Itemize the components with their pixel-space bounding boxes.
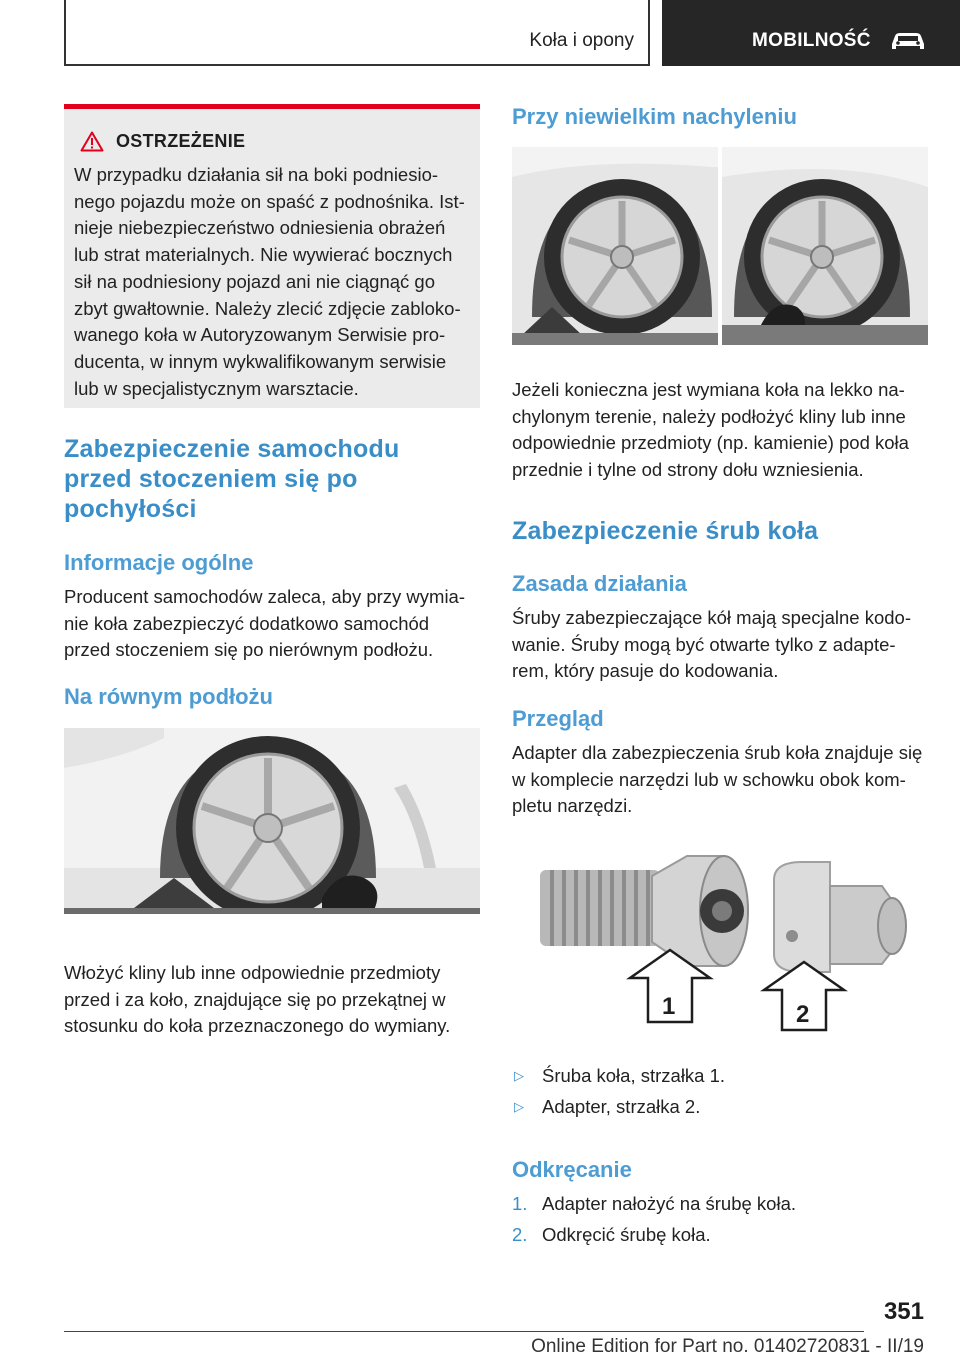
paragraph-line: Adapter dla zabezpieczenia śrub koła znajduje się <box>512 742 923 763</box>
subsection-principle: Zasada działania <box>512 571 687 596</box>
parts-list <box>512 1060 928 1122</box>
page-number: 351 <box>883 1298 924 1325</box>
paragraph-line: przed stoczeniem się po nierównym podłożu. <box>64 639 434 661</box>
paragraph-line: Śruby zabezpieczające kół mają specjalne kodo- <box>512 607 911 628</box>
page-header <box>0 0 960 66</box>
step-number: 2. <box>512 1223 528 1245</box>
warning-line: wanego koła w Autoryzowanym Serwisie pro- <box>74 324 446 346</box>
bolt-illustration <box>540 856 748 966</box>
general-paragraph <box>64 584 480 664</box>
slope-wheels-image <box>512 147 928 345</box>
warning-line: zbyt gwałtownie. Należy zlecić zdjęcie zabloko- <box>74 297 461 319</box>
subsection-slope: Przy niewielkim nachyleniu <box>512 104 797 129</box>
paragraph-line: Jeżeli konieczna jest wymiana koła na lekko na- <box>512 379 905 400</box>
warning-text <box>74 162 470 402</box>
bolt-adapter-image <box>512 846 928 1036</box>
overview-paragraph <box>512 740 932 820</box>
unscrew-steps <box>512 1188 928 1250</box>
list-item <box>512 1091 928 1122</box>
section-header-box <box>64 0 650 66</box>
paragraph-line: przednie i tylne od strony dołu wzniesienia. <box>512 459 864 481</box>
footer-edition: Online Edition for Part no. 01402720831 - II/19 <box>531 1336 924 1357</box>
warning-title: OSTRZEŻENIE <box>116 131 246 151</box>
section-title-line: przed stoczeniem się po <box>64 465 358 493</box>
list-item-text: Śruba koła, strzałka 1. <box>542 1064 726 1086</box>
warning-line: nego pojazdu może on spaść z podnośnika. Ist- <box>74 190 465 212</box>
step-item <box>512 1219 928 1250</box>
paragraph-line: odpowiednie przedmioty (np. kamienie) pod koła <box>512 432 909 454</box>
paragraph-line: przed i za koło, znajdujące się po przekątnej w <box>64 988 446 1010</box>
warning-heading <box>80 131 470 152</box>
warning-line: ducenta, w innym wykwalifikowanym serwisie <box>74 350 447 372</box>
warning-line: sił na podniesiony pojazd ani nie ciągnąć go <box>74 270 436 292</box>
step-number: 1. <box>512 1192 528 1214</box>
paragraph-line: wanie. Śruby mogą być otwarte tylko z adapte- <box>512 633 896 655</box>
paragraph-line: chylonym terenie, należy podłożyć kliny lub inne <box>512 405 906 427</box>
paragraph-line: Producent samochodów zaleca, aby przy wymia- <box>64 586 466 607</box>
warning-triangle-icon <box>80 131 104 152</box>
triangle-bullet-icon: ▷ <box>514 1067 524 1083</box>
step-text: Odkręcić śrubę koła. <box>542 1223 711 1245</box>
list-item-text: Adapter, strzałka 2. <box>542 1095 701 1117</box>
warning-line: W przypadku działania sił na boki podniesio- <box>74 164 439 185</box>
section-label: Koła i opony <box>529 30 634 51</box>
warning-line: lub w specjalistycznym warsztacie. <box>74 377 359 399</box>
warning-line: lub strat materialnych. Nie wywierać bocznych <box>74 244 453 266</box>
paragraph-line: stosunku do koła przeznaczonego do wymiany. <box>64 1015 451 1037</box>
adapter-illustration <box>774 862 906 972</box>
paragraph-line: rem, który pasuje do kodowania. <box>512 660 779 682</box>
paragraph-line: pletu narzędzi. <box>512 795 633 817</box>
warning-line: nieje niebezpieczeństwo odniesienia obrażeń <box>74 217 446 239</box>
car-icon <box>888 28 928 52</box>
step-item <box>512 1188 928 1219</box>
callout-2: 2 <box>796 1001 810 1028</box>
section-title-line: pochyłości <box>64 495 197 523</box>
subsection-flat-ground: Na równym podłożu <box>64 684 273 709</box>
subsection-unscrew: Odkręcanie <box>512 1157 632 1182</box>
flat-ground-paragraph <box>64 960 480 1040</box>
footer-divider <box>64 1331 864 1332</box>
list-item <box>512 1060 928 1091</box>
step-text: Adapter nałożyć na śrubę koła. <box>542 1192 797 1214</box>
paragraph-line: Włożyć kliny lub inne odpowiednie przedmioty <box>64 962 441 983</box>
chapter-header-box <box>662 0 960 66</box>
paragraph-line: nie koła zabezpieczyć dodatkowo samochód <box>64 612 430 634</box>
subsection-general: Informacje ogólne <box>64 550 254 575</box>
warning-box <box>64 104 480 408</box>
chapter-label: MOBILNOŚĆ <box>752 30 871 51</box>
triangle-bullet-icon: ▷ <box>514 1098 524 1114</box>
section-title-line: Zabezpieczenie samochodu <box>64 435 400 463</box>
subsection-overview: Przegląd <box>512 706 604 731</box>
section-title-bolt-lock: Zabezpieczenie śrub koła <box>512 517 819 545</box>
slope-paragraph <box>512 377 928 484</box>
flat-ground-wheel-image <box>64 728 480 914</box>
callout-1: 1 <box>662 993 676 1020</box>
principle-paragraph <box>512 605 932 685</box>
section-title-rolling <box>64 434 480 524</box>
paragraph-line: w komplecie narzędzi lub w schowku obok kom- <box>512 768 906 790</box>
